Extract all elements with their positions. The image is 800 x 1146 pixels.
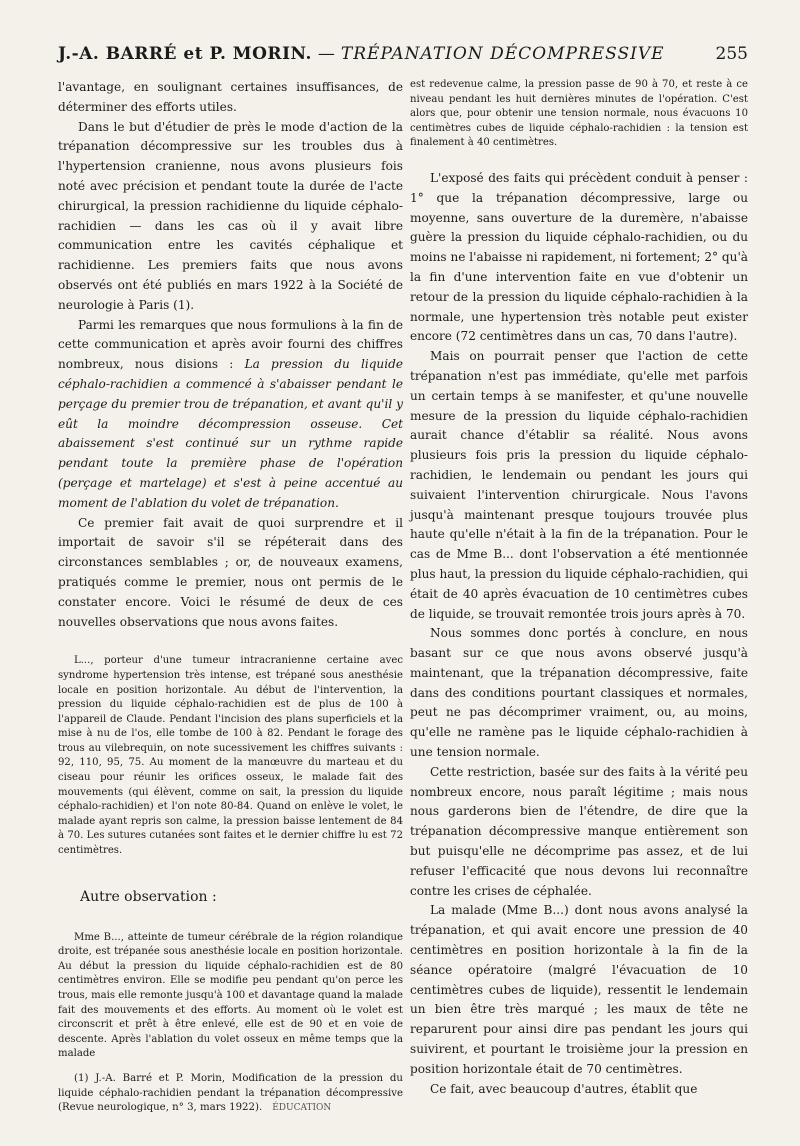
paragraph: Ce fait, avec beaucoup d'autres, établit que — [430, 1081, 698, 1096]
running-header — [58, 44, 748, 76]
right-column — [410, 78, 748, 1099]
header-dash: — — [317, 44, 335, 64]
paragraph: Ce premier fait avait de quoi surprendre et il importait de savoir s'il se répéterait dans des circonstances semblables ; or, de nouveaux examens, pratiqués comme le premier, nous ont permis de le constater encore. Voici le résumé de deux de ces nouvelles observations que nous avons faites. — [58, 515, 403, 629]
paragraph: La malade (Mme B...) dont nous avons analysé la trépanation, et qui avait encore une pression de 40 centimètres en position horizontale à la fin de la séance opératoire (malgré l'évacuation de 10 centimètres cubes de liquide), ressentit le lendemain un bien être très marqué ; les maux de tête ne reparurent pour ainsi dire pas pendant les jours qui suivirent, et pourtant le troisième jour la pression en position horizontale était de 70 centimètres. — [410, 903, 748, 1076]
observation-l: L..., porteur d'une tumeur intracranienne certaine avec syndrome hypertension très intense, est trépané sous anesthésie locale en position horizontale. Au début de l'intervention, la pression du liquide céphalo-rachidien est de plus de 100 à l'appareil de Claude. Pendant l'incision des plans superficiels et la mise à nu de l'os, elle tombe de 100 à 82. Pendant le forage des trous au vilebrequin, on note sucessivement les chiffres suivants : 92, 110, 95, 75. Au moment de la manœuvre du marteau et du ciseau pour réunir les orifices osseux, le malade fait des mouvements (qui élèvent, comme on sait, la pression du liquide céphalo-rachidien) et l'on note 80-84. Quand on enlève le volet, le malade ayant repris son calme, la pression baisse lentement de 84 à 70. Les sutures cutanées sont faites et le dernier chiffre lu est 72 centimètres. — [58, 655, 403, 857]
observation-b: Mme B..., atteinte de tumeur cérébrale de la région rolandique droite, est trépanée sous anesthésie locale en position horizontale. Au début la pression du liquide céphalo-rachidien est de 80 centimètres environ. Elle se modifie peu pendant qu'on perce les trous, mais elle remonte jusqu'à 100 et davantage quand la malade fait des mouvements et des efforts. Au moment où le volet est circonscrit et prêt à être enlevé, elle est de 90 et en voie de descente. Après l'ablation du volet osseux en même temps que la malade — [58, 931, 403, 1060]
left-column — [58, 78, 403, 1116]
paragraph: Dans le but d'étudier de près le mode d'action de la trépanation décompressive sur les troubles dus à l'hypertension cranienne, nous avons plusieurs fois noté avec précision et pendant toute la durée de l'acte chirurgical, la pression rachidienne du liquide céphalo-rachidien — dans les cas où il y avait libre communication entre les cavités céphalique et rachidienne. Les premiers faits que nous avons observés ont été publiés en mars 1922 à la Société de neurologie à Paris (1). — [58, 119, 403, 312]
quote-italic: La pression du liquide céphalo-rachidien a commencé à s'abaisser pendant le perçage du premier trou de trépanation, et avant qu'il y eût la moindre décompression osseuse. Cet abaissement s'est continué sur un rythme rapide pendant toute la première phase de l'opération (perçage et martelage) et s'est à peine accentué au moment de l'ablation du volet de trépanation. — [58, 357, 403, 510]
paragraph: Nous sommes donc portés à conclure, en nous basant sur ce que nous avons observé jusqu'à maintenant, que la trépanation décompressive, faite dans des conditions pourtant classiques et normales, peut ne pas décomprimer vraiment, ou, au moins, qu'elle ne ramène pas le liquide céphalo-rachidien à une tension normale. — [410, 626, 748, 760]
library-stamp: ÉDUCATION — [272, 1103, 332, 1114]
page-number: 255 — [715, 44, 748, 64]
paragraph: Mais on pourrait penser que l'action de cette trépanation n'est pas immédiate, qu'elle met parfois un certain temps à se manifester, et qu'une nouvelle mesure de la pression du liquide céphalo-rachidien aurait chance d'établir sa réalité. Nous avons plusieurs fois pris la pression du liquide céphalo-rachidien, le lendemain ou pendant les jours qui suivaient l'intervention chirurgicale. Nous l'avons jusqu'à maintenant presque toujours trouvée plus haute qu'elle n'était à la fin de la trépanation. Pour le cas de Mme B... dont l'observation a été mentionnée plus haut, la pression du liquide céphalo-rachidien, qui était de 40 après évacuation de 10 centimètres cubes de liquide, se trouvait remontée trois jours après à 70. — [410, 349, 748, 621]
paragraph: l'avantage, en soulignant certaines insuffisances, de déterminer des efforts utiles. — [58, 80, 403, 114]
paragraph: L'exposé des faits qui précèdent conduit à penser : 1° que la trépanation décompressive, large ou moyenne, sans ouverture de la duremère, n'abaisse guère la pression du liquide céphalo-rachidien, ou du moins ne l'abaisse ni rapidement, ni fortement; 2° qu'à la fin d'une intervention faite en vue d'obtenir un retour de la pression du liquide céphalo-rachidien à la normale, une hypertension très notable peut exister encore (72 centimètres dans un cas, 70 dans l'autre). — [410, 170, 748, 344]
footnote-text: (1) J.-A. Barré et P. Morin, Modification de la pression du liquide céphalo-rachidien pendant la trépanation décompressive (Revue neurologique, n° 3, mars 1922). — [58, 1072, 403, 1114]
header-authors: J.-A. BARRÉ et P. MORIN. — [58, 44, 312, 64]
paragraph-quote — [58, 316, 403, 514]
footnote — [58, 1072, 403, 1116]
header-title: TRÉPANATION DÉCOMPRESSIVE — [340, 44, 665, 64]
quote-intro: Parmi les remarques que nous formulions à la fin de cette communication et après avoir fourni des chiffres nombreux, nous disions : — [58, 317, 403, 372]
subheading: Autre observation : — [80, 888, 217, 905]
paragraph: Cette restriction, basée sur des faits à la vérité peu nombreux encore, nous paraît légitime ; mais nous nous garderons bien de l'étendre, de dire que la trépanation décompressive manque entièrement son but puisqu'elle ne décomprime pas assez, et de lui refuser l'efficacité que nous devons lui reconnaître contre les crises de céphalée. — [410, 764, 748, 898]
observation-b-continued: est redevenue calme, la pression passe de 90 à 70, et reste à ce niveau pendant les huit dernières minutes de l'opération. C'est alors que, pour obtenir une tension normale, nous évacuons 10 centimètres cubes de liquide céphalo-rachidien : la tension est finalement à 40 centimètres. — [410, 79, 748, 149]
